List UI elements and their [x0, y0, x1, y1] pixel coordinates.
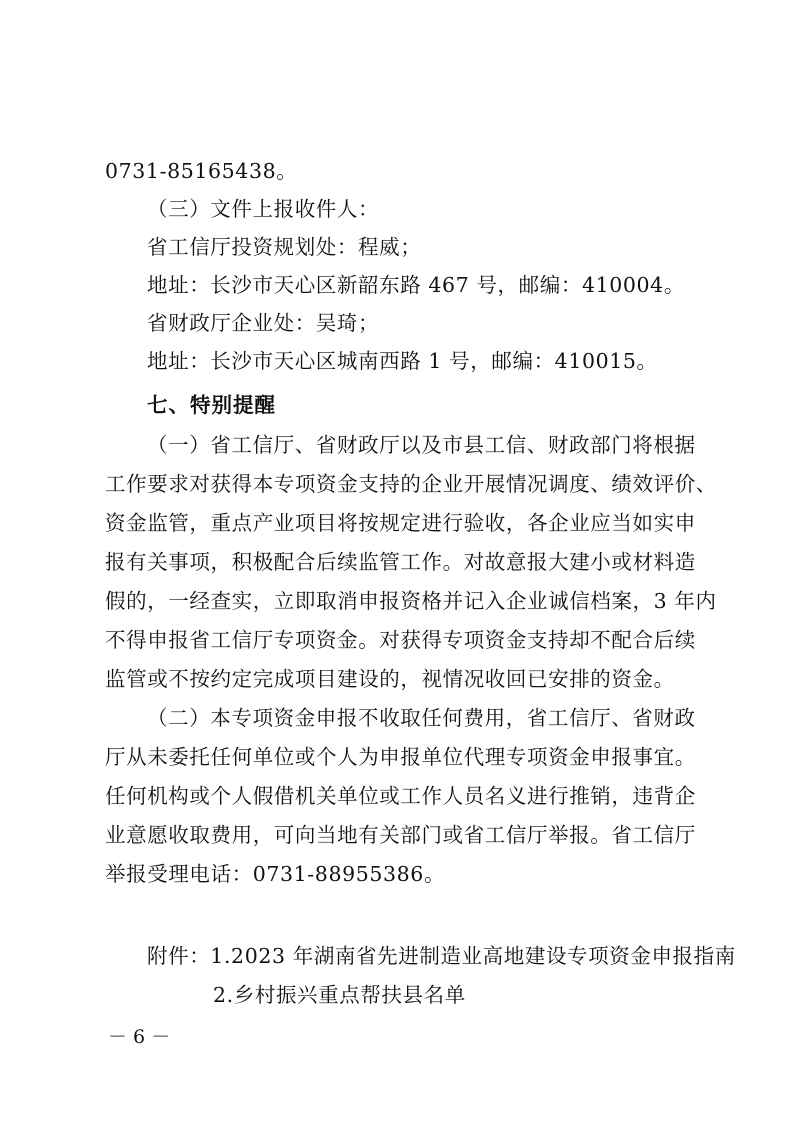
paragraph-line: （二）本专项资金申报不收取任何费用，省工信厅、省财政 [147, 706, 696, 730]
paragraph-line: 监管或不按约定完成项目建设的，视情况收回已安排的资金。 [105, 667, 675, 691]
contact-phone-tail: 0731-85165438。 [105, 159, 298, 183]
address-2: 地址：长沙市天心区城南西路 1 号，邮编：410015。 [147, 349, 658, 373]
paragraph-line: 厅从未委托任何单位或个人为申报单位代理专项资金申报事宜。 [105, 745, 696, 769]
paragraph-line: 资金监管，重点产业项目将按规定进行验收，各企业应当如实申 [105, 511, 696, 535]
paragraph-line: 报有关事项，积极配合后续监管工作。对故意报大建小或材料造 [105, 550, 696, 574]
paragraph-line: （一）省工信厅、省财政厅以及市县工信、财政部门将根据 [147, 433, 696, 457]
paragraph-line: 工作要求对获得本专项资金支持的企业开展情况调度、绩效评价、 [105, 472, 717, 496]
recipient-2: 省财政厅企业处：吴琦； [147, 311, 380, 335]
paragraph-line: 假的，一经查实，立即取消申报资格并记入企业诚信档案，3 年内 [105, 589, 717, 613]
recipients-heading: （三）文件上报收件人： [147, 197, 380, 221]
address-1: 地址：长沙市天心区新韶东路 467 号，邮编：410004。 [147, 273, 685, 297]
recipient-1: 省工信厅投资规划处：程威； [147, 235, 422, 259]
section-title-special-reminder: 七、特别提醒 [147, 393, 276, 417]
page-number: － 6 － [108, 1026, 171, 1048]
paragraph-line: 举报受理电话：0731-88955386。 [105, 862, 446, 886]
attachment-line-1: 附件：1.2023 年湖南省先进制造业高地建设专项资金申报指南 [147, 944, 736, 968]
paragraph-line: 任何机构或个人假借机关单位或工作人员名义进行推销，违背企 [105, 784, 696, 808]
paragraph-line: 不得申报省工信厅专项资金。对获得专项资金支持却不配合后续 [105, 628, 696, 652]
paragraph-line: 业意愿收取费用，可向当地有关部门或省工信厅举报。省工信厅 [105, 823, 696, 847]
attachment-line-2: 2.乡村振兴重点帮扶县名单 [213, 983, 466, 1007]
